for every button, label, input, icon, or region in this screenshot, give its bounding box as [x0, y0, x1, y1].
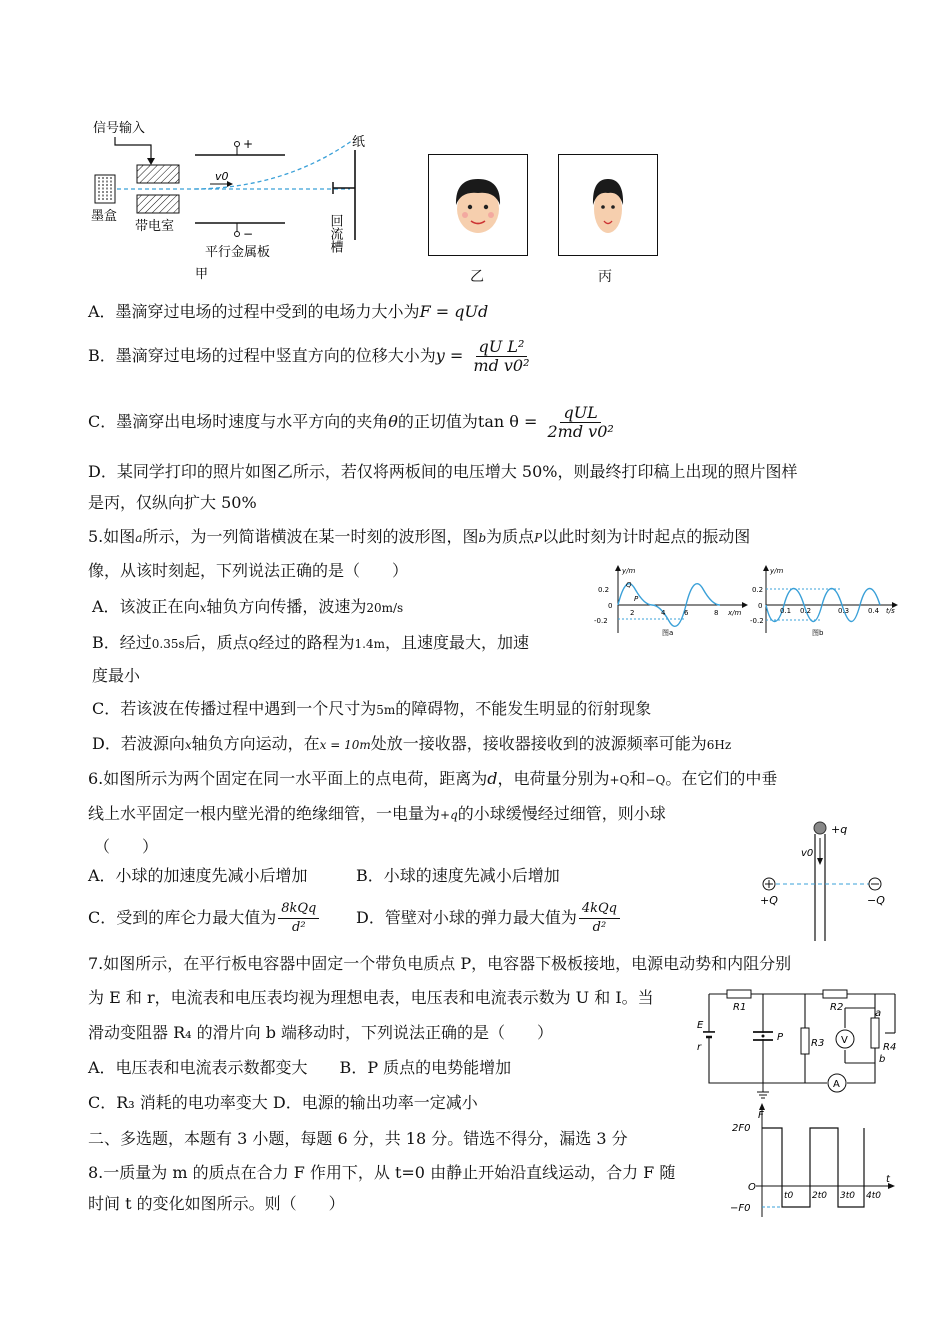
- q8-stem-2: 时间 t 的变化如图所示。则（ ）: [88, 1194, 345, 1213]
- svg-text:4t0: 4t0: [866, 1191, 881, 1201]
- svg-text:t/s: t/s: [886, 607, 895, 615]
- svg-text:b: b: [879, 1054, 886, 1065]
- svg-text:x/m: x/m: [728, 609, 742, 617]
- svg-text:R4: R4: [883, 1042, 897, 1053]
- svg-text:图a: 图a: [662, 629, 674, 637]
- svg-text:R1: R1: [733, 1002, 747, 1013]
- charge-room: [137, 165, 179, 213]
- q4-option-c: C．墨滴穿出电场时速度与水平方向的夹角θ的正切值为tan θ = $\frac{\text{qUL}}{\text{2md v0²}}$: [88, 403, 614, 441]
- figure-label-jia: 甲: [195, 267, 209, 282]
- svg-text:P: P: [634, 595, 639, 603]
- svg-text:E: E: [697, 1020, 704, 1031]
- photo-yi: [428, 154, 528, 256]
- svg-text:v0: v0: [801, 848, 814, 859]
- svg-text:V: V: [841, 1035, 848, 1046]
- figure-label-yi: 乙: [470, 269, 484, 285]
- svg-text:0.2: 0.2: [598, 586, 610, 594]
- q6-stem: 6.如图所示为两个固定在同一水平面上的点电荷，距离为d，电荷量分别为+Q和−Q。在它们的中垂: [88, 769, 778, 788]
- svg-text:R3: R3: [811, 1038, 825, 1049]
- svg-text:0: 0: [758, 602, 763, 610]
- paper-label: 纸: [352, 135, 366, 150]
- svg-text:y/m: y/m: [622, 567, 636, 575]
- svg-text:r: r: [697, 1042, 702, 1053]
- q6-paren: （ ）: [94, 837, 159, 856]
- face-icon: [559, 155, 657, 255]
- ball: [814, 822, 826, 834]
- minus-terminal: −: [243, 227, 254, 241]
- plus-terminal: +: [243, 137, 254, 151]
- svg-text:a: a: [875, 1008, 882, 1019]
- inkjet-diagram: [85, 110, 385, 285]
- q6-option-a: A．小球的加速度先减小后增加: [88, 866, 308, 885]
- q4-option-b: B．墨滴穿过电场的过程中竖直方向的位移大小为y = $\frac{\text{qU L²}}{\text{md v0²}}$: [88, 337, 530, 375]
- svg-text:Q: Q: [626, 581, 632, 589]
- svg-text:t0: t0: [784, 1191, 794, 1201]
- svg-text:8: 8: [714, 609, 719, 617]
- svg-text:F: F: [758, 1110, 764, 1121]
- svg-text:2F0: 2F0: [732, 1123, 751, 1134]
- svg-text:0: 0: [608, 602, 613, 610]
- svg-text:t: t: [886, 1174, 890, 1185]
- force-time-graph: [728, 1102, 900, 1222]
- svg-text:2t0: 2t0: [812, 1191, 827, 1201]
- q5-option-b: B．经过0.35s后，质点Q经过的路程为1.4m，且速度最大，加速: [92, 633, 530, 652]
- svg-text:6: 6: [684, 609, 689, 617]
- q6-option-c: C．受到的库仑力最大值为 $\frac{\text{8kQq}}{\text{d²}}$: [88, 898, 321, 938]
- q6-stem-cont: 线上水平固定一根内壁光滑的绝缘细管，一电量为+q的小球缓慢经过细管，则小球: [88, 804, 666, 823]
- svg-text:+Q: +Q: [760, 894, 778, 907]
- q7-options-cd: C．R₃ 消耗的电功率变大 D．电源的输出功率一定减小: [88, 1093, 478, 1112]
- svg-text:4: 4: [661, 609, 666, 617]
- vibration-graph-b: [752, 565, 902, 640]
- q4-option-d: D．某同学打印的照片如图乙所示，若仅将两板间的电压增大 50%，则最终打印稿上出现的照片图样: [88, 462, 798, 481]
- svg-text:3t0: 3t0: [840, 1191, 855, 1201]
- face-icon: [429, 155, 527, 255]
- svg-text:图b: 图b: [812, 629, 824, 637]
- signal-input-label: 信号输入: [93, 121, 146, 136]
- svg-text:-0.2: -0.2: [750, 617, 764, 625]
- svg-text:+q: +q: [831, 823, 848, 836]
- q5-option-c: C．若该波在传播过程中遇到一个尺寸为5m的障碍物，不能发生明显的衍射现象: [92, 699, 652, 718]
- q5-option-d: D．若波源向x轴负方向运动，在x = 10m处放一接收器，接收器接收到的波源频率可能为6Hz: [92, 734, 732, 753]
- q5-option-b-cont: 度最小: [92, 666, 141, 685]
- ink-box: [95, 175, 115, 203]
- q7-stem: 7.如图所示，在平行板电容器中固定一个带负电质点 P，电容器下极板接地，电源电动势和内阻分别: [88, 954, 792, 973]
- svg-text:0.1: 0.1: [780, 607, 792, 615]
- q6-option-d: D．管壁对小球的弹力最大值为 $\frac{\text{4kQq}}{\text{d²}}$: [356, 898, 622, 938]
- svg-text:A: A: [833, 1079, 840, 1090]
- photo-bing: [558, 154, 658, 256]
- svg-text:O: O: [748, 1182, 756, 1193]
- q6-option-b: B．小球的速度先减小后增加: [356, 866, 560, 885]
- q4-option-d-cont: 是丙，仅纵向扩大 50%: [88, 493, 257, 512]
- section-2-heading: 二、多选题，本题有 3 小题，每题 6 分，共 18 分。错选不得分，漏选 3 分: [88, 1129, 628, 1148]
- gutter-label: 回流槽: [327, 214, 343, 253]
- svg-text:P: P: [777, 1032, 784, 1043]
- svg-text:0.2: 0.2: [800, 607, 812, 615]
- ink-box-label: 墨盒: [91, 209, 118, 224]
- q5-option-a: A．该波正在向x轴负方向传播，波速为20m/s: [92, 597, 404, 616]
- figure-label-bing: 丙: [598, 269, 612, 285]
- svg-text:0.2: 0.2: [752, 586, 764, 594]
- svg-text:-0.2: -0.2: [594, 617, 608, 625]
- charges-tube-diagram: [755, 816, 900, 946]
- svg-text:R2: R2: [830, 1002, 844, 1013]
- charge-room-label: 带电室: [135, 219, 175, 234]
- v0-label: v0: [215, 170, 229, 183]
- q7-options-ab: A．电压表和电流表示数都变大 B．P 质点的电势能增加: [88, 1058, 512, 1077]
- q7-stem-3: 滑动变阻器 R₄ 的滑片向 b 端移动时，下列说法正确的是（ ）: [88, 1023, 554, 1042]
- svg-text:2: 2: [630, 609, 635, 617]
- circuit-diagram: [695, 988, 910, 1103]
- svg-text:−Q: −Q: [867, 894, 885, 907]
- wave-graph-a: [590, 565, 750, 640]
- svg-text:0.3: 0.3: [838, 607, 850, 615]
- svg-text:y/m: y/m: [770, 567, 784, 575]
- svg-text:−F0: −F0: [730, 1203, 751, 1214]
- q8-stem: 8.一质量为 m 的质点在合力 F 作用下，从 t=0 由静止开始沿直线运动，合力 F 随: [88, 1163, 676, 1182]
- q7-stem-2: 为 E 和 r，电流表和电压表均视为理想电表，电压表和电流表示数为 U 和 I。当: [88, 988, 654, 1007]
- q5-stem: 5.如图a所示，为一列简谐横波在某一时刻的波形图，图b为质点P以此时刻为计时起点的振动图: [88, 527, 751, 546]
- svg-text:0.4: 0.4: [868, 607, 880, 615]
- q5-stem-cont: 像，从该时刻起，下列说法正确的是（ ）: [88, 561, 409, 580]
- plates-label: 平行金属板: [205, 245, 271, 260]
- q4-option-a: A．墨滴穿过电场的过程中受到的电场力大小为F = qUd: [88, 302, 489, 321]
